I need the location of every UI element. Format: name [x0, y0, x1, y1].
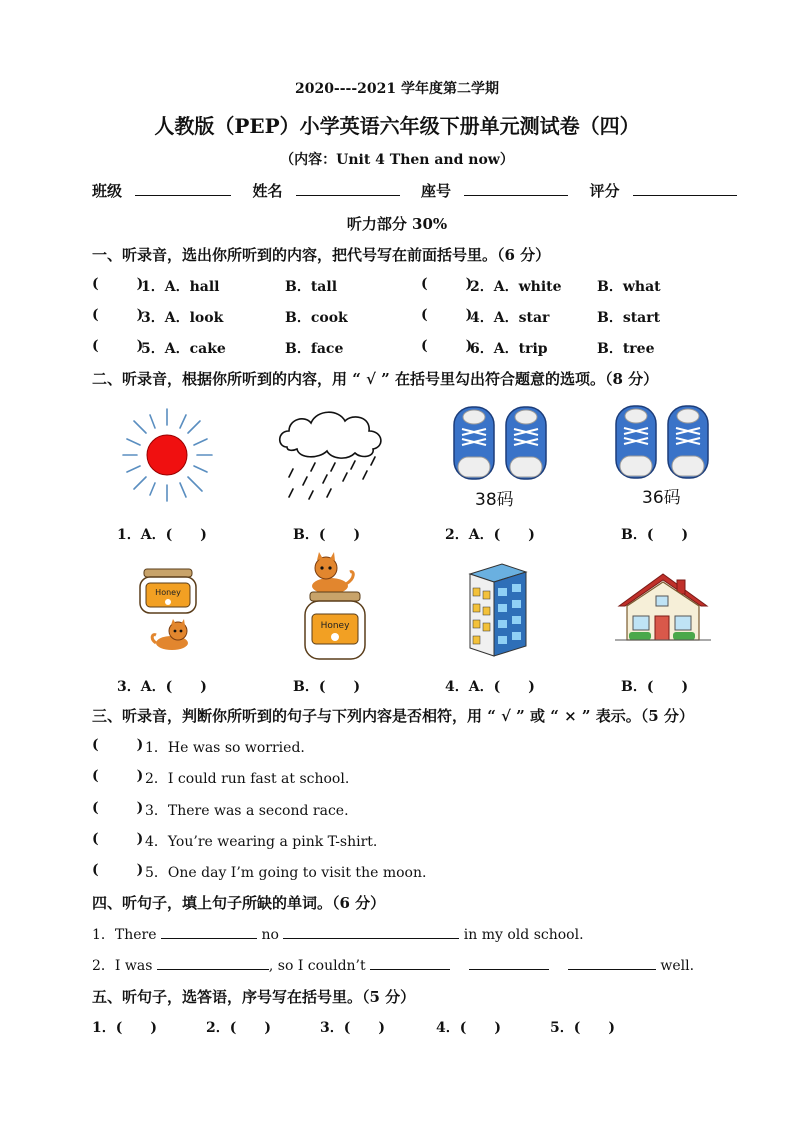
honey-label-b: Honey	[320, 621, 350, 631]
paren-close: )	[136, 276, 144, 292]
score-field[interactable]	[633, 181, 737, 196]
s2-q1-a[interactable]: 1．A．( )	[117, 527, 207, 543]
paren-close: )	[465, 276, 473, 292]
s3-q1-text: 1．He was so worried.	[145, 740, 305, 756]
s2-q3-a[interactable]: 3．A．( )	[117, 679, 207, 695]
school-year: 2020----2021 学年度第二学期	[294, 81, 500, 97]
s4-s1-part-a: 1．There	[92, 927, 157, 943]
class-field[interactable]	[135, 181, 231, 196]
s2-q2-b[interactable]: B．( )	[621, 527, 689, 543]
honey-label-a: Honey	[155, 588, 181, 597]
s3-q2-text: 2．I could run fast at school.	[145, 771, 350, 787]
house-icon	[615, 570, 711, 644]
s2-q2-a[interactable]: 2．A．( )	[445, 527, 535, 543]
s1-q3-paren[interactable]	[92, 307, 143, 323]
s1-q5-option-b: B．face	[285, 341, 344, 357]
paren-open: (	[92, 276, 99, 292]
s4-s2-blank-2[interactable]	[370, 956, 450, 970]
s1-q2-option-a: 2．A．white	[470, 279, 562, 295]
seat-field[interactable]	[464, 181, 568, 196]
s4-s2-blank-3[interactable]	[469, 956, 549, 970]
paren-open: (	[421, 307, 428, 323]
paren-close: )	[465, 338, 473, 354]
s1-q2-option-b: B．what	[597, 279, 661, 295]
paren-open: (	[421, 338, 428, 354]
section2-title: 二、听录音，根据你所听到的内容，用 “ √ ” 在括号里勾出符合题意的选项。（8 分）	[92, 370, 659, 388]
s4-s1-part-c: in my old school.	[463, 927, 584, 943]
s5-q5[interactable]: 5．( )	[550, 1020, 615, 1036]
s4-s2-blank-1[interactable]	[157, 956, 269, 970]
section3-title: 三、听录音，判断你所听到的句子与下列内容是否相符，用 “ √ ” 或 “ × ” 表示。（5 分）	[92, 707, 694, 725]
s1-q5-paren[interactable]	[92, 338, 143, 354]
s3-q1-paren[interactable]: ( )	[92, 737, 144, 753]
shoes-icon-36	[612, 402, 712, 482]
paren-open: (	[92, 307, 99, 323]
class-label: 班级	[92, 182, 123, 200]
score-label: 评分	[589, 182, 620, 200]
paren-open: (	[92, 338, 99, 354]
s4-s1-part-b: no	[261, 927, 279, 943]
apartment-building-icon	[462, 560, 532, 658]
s3-q2-paren[interactable]: ( )	[92, 768, 144, 784]
listening-part-title: 听力部分 30%	[346, 215, 448, 233]
paren-close: )	[136, 307, 144, 323]
s5-q3[interactable]: 3．( )	[320, 1020, 385, 1036]
page-title: 人教版（PEP）小学英语六年级下册单元测试卷（四）	[154, 114, 640, 138]
s1-q2-paren[interactable]	[421, 276, 472, 292]
s2-q3-b[interactable]: B．( )	[293, 679, 361, 695]
section4-title: 四、听句子，填上句子所缺的单词。（6 分）	[92, 894, 386, 912]
honey-jar-cat-on-top-icon	[300, 552, 370, 664]
seat-label: 座号	[420, 182, 451, 200]
paren-close: )	[136, 338, 144, 354]
s5-q2[interactable]: 2．( )	[206, 1020, 271, 1036]
honey-jar-cat-below-icon	[136, 565, 202, 653]
s1-q6-paren[interactable]	[421, 338, 472, 354]
s1-q6-option-a: 6．A．trip	[470, 341, 548, 357]
s1-q4-option-a: 4．A．star	[470, 310, 550, 326]
sun-icon	[120, 405, 215, 505]
s3-q3-text: 3．There was a second race.	[145, 803, 349, 819]
s3-q3-paren[interactable]: ( )	[92, 800, 144, 816]
student-info-row	[92, 180, 737, 201]
s1-q4-option-b: B．start	[597, 310, 661, 326]
s1-q5-option-a: 5．A．cake	[141, 341, 226, 357]
page-subtitle: （内容：Unit 4 Then and now）	[280, 152, 514, 168]
s3-q5-text: 5．One day I’m going to visit the moon.	[145, 865, 427, 881]
s1-q1-option-a: 1．A．hall	[141, 279, 220, 295]
paren-close: )	[465, 307, 473, 323]
rain-cloud-icon	[275, 405, 395, 505]
name-label: 姓名	[252, 182, 283, 200]
shoe-size-label-a: 38码	[475, 490, 514, 510]
section5-title: 五、听句子，选答语，序号写在括号里。（5 分）	[92, 988, 416, 1006]
shoes-icon-38	[450, 403, 550, 483]
s2-q4-b[interactable]: B．( )	[621, 679, 689, 695]
s5-q4[interactable]: 4．( )	[436, 1020, 501, 1036]
shoe-size-label-b: 36码	[642, 488, 681, 508]
s1-q4-paren[interactable]	[421, 307, 472, 323]
s1-q1-paren[interactable]	[92, 276, 143, 292]
paren-open: (	[421, 276, 428, 292]
s4-s1-blank-2[interactable]	[283, 925, 459, 939]
s4-s2-part-a: 2．I was	[92, 958, 153, 974]
s3-q4-text: 4．You’re wearing a pink T-shirt.	[145, 834, 378, 850]
s4-sentence-1	[92, 924, 584, 944]
s3-q5-paren[interactable]: ( )	[92, 862, 144, 878]
s4-s2-part-c: well.	[660, 958, 695, 974]
s4-s2-part-b: , so I couldn’t	[268, 958, 366, 974]
s5-q1[interactable]: 1．( )	[92, 1020, 157, 1036]
s1-q1-option-b: B．tall	[285, 279, 338, 295]
s1-q3-option-b: B．cook	[285, 310, 348, 326]
section1-title: 一、听录音，选出你所听到的内容，把代号写在前面括号里。（6 分）	[92, 246, 551, 264]
s1-q6-option-b: B．tree	[597, 341, 655, 357]
s4-s1-blank-1[interactable]	[161, 925, 257, 939]
s1-q3-option-a: 3．A．look	[141, 310, 224, 326]
name-field[interactable]	[296, 181, 400, 196]
s4-s2-blank-4[interactable]	[568, 956, 656, 970]
s4-sentence-2	[92, 955, 694, 975]
s3-q4-paren[interactable]: ( )	[92, 831, 144, 847]
s2-q1-b[interactable]: B．( )	[293, 527, 361, 543]
s2-q4-a[interactable]: 4．A．( )	[445, 679, 535, 695]
